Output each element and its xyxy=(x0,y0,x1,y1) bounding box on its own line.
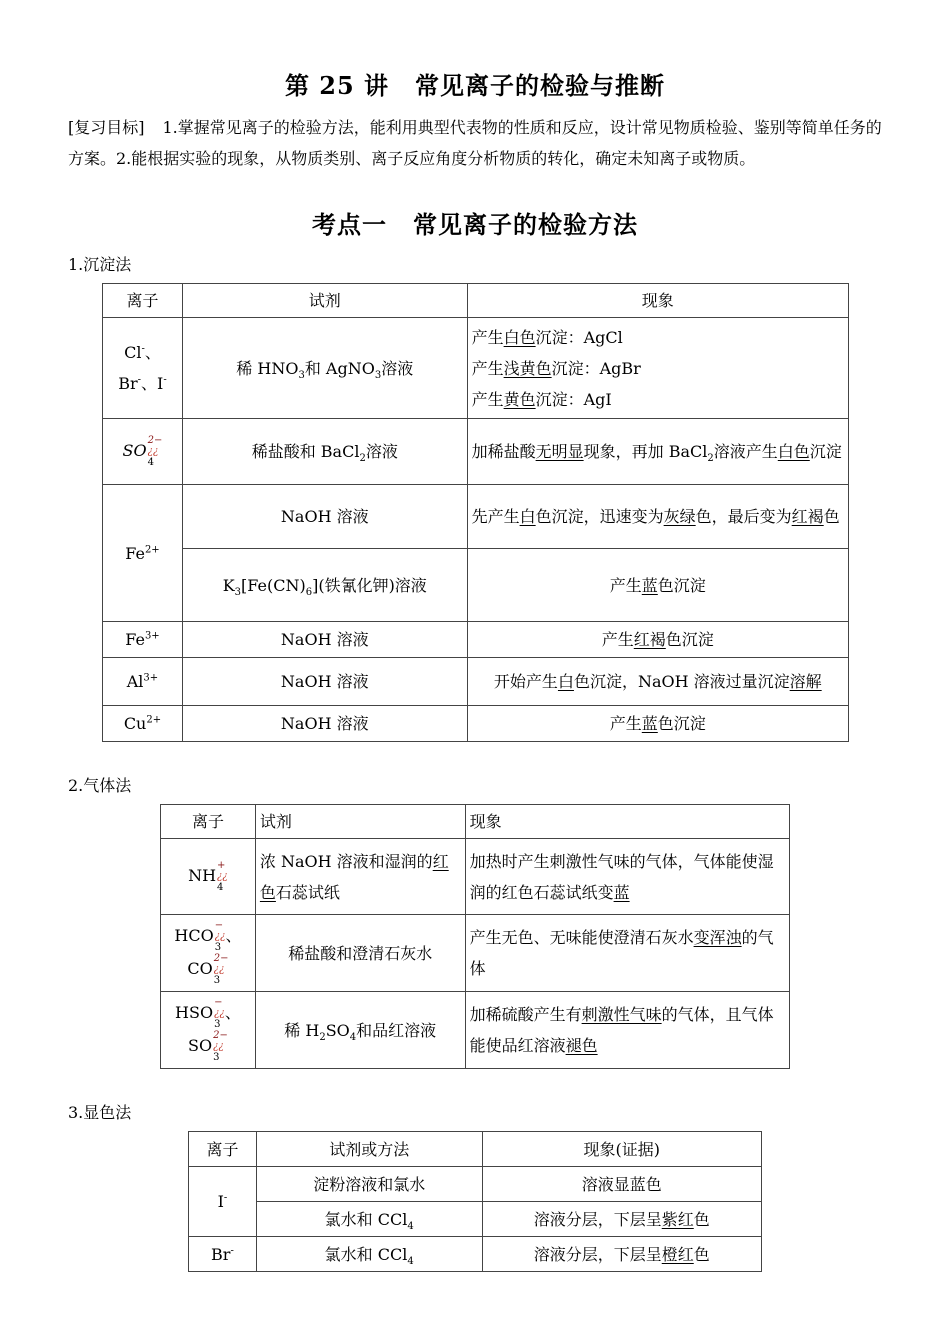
ion-cell: $Cu^{2+}$ xyxy=(103,706,183,742)
goal-text: 1.掌握常见离子的检验方法，能利用典型代表物的性质和反应，设计常见物质检验、鉴别等简单任务的方案。2.能根据实验的现象，从物质类别、离子反应角度分析物质的转化，确定未知离子或物质。 xyxy=(68,118,882,168)
precipitation-table xyxy=(102,283,849,742)
phenomenon-cell: 加热时产生刺激性气味的气体，气体能使湿润的红色石蕊试纸变蓝 xyxy=(465,839,789,915)
gas-table xyxy=(160,804,790,1069)
table-row xyxy=(103,622,849,658)
reagent-cell: NaOH 溶液 xyxy=(182,622,467,658)
goal-tag: [复习目标] xyxy=(68,118,145,137)
phenomenon-cell: 产生白色沉淀：AgCl 产生浅黄色沉淀：AgBr 产生黄色沉淀：AgI xyxy=(467,318,848,419)
reagent-cell: 氯水和 CCl$_4$ xyxy=(256,1237,482,1272)
reagent-cell: NaOH 溶液 xyxy=(182,485,467,549)
table-row xyxy=(103,658,849,706)
table-row xyxy=(161,992,790,1069)
table-row xyxy=(103,485,849,549)
table-row xyxy=(103,318,849,419)
lecture-title: 第 25 讲 常见离子的检验与推断 xyxy=(284,71,666,100)
reagent-cell: 氯水和 CCl$_4$ xyxy=(256,1202,482,1237)
phenomenon-cell: 先产生白色沉淀，迅速变为灰绿色，最后变为红褐色 xyxy=(467,485,848,549)
ion-cell: Cl-、 Br-、I- xyxy=(103,318,183,419)
phenomenon-cell: 加稀盐酸无明显现象，再加 BaCl$_2$溶液产生白色沉淀 xyxy=(467,419,848,485)
table-row xyxy=(103,419,849,485)
reagent-cell: 稀 $HNO_3$和 AgNO$_3$溶液 xyxy=(182,318,467,419)
ion-cell: $Fe^{2+}$ xyxy=(103,485,183,622)
reagent-cell: $K_3[Fe(CN)_6]$(铁氰化钾)溶液 xyxy=(182,549,467,622)
phenomenon-cell: 加稀硫酸产生有刺激性气味的气体，且气体能使品红溶液褪色 xyxy=(465,992,789,1069)
color-table xyxy=(188,1131,762,1272)
heading-gas: 2.气体法 xyxy=(68,776,132,795)
reagent-cell: 稀 $H_2SO_4$和品红溶液 xyxy=(255,992,465,1069)
table-row xyxy=(103,706,849,742)
table-row xyxy=(189,1202,762,1237)
phenomenon-cell: 产生蓝色沉淀 xyxy=(467,549,848,622)
phenomenon-cell: 溶液分层，下层呈橙红色 xyxy=(482,1237,762,1272)
table-header-row: 离子 试剂 现象 xyxy=(103,284,849,318)
reagent-cell: 稀盐酸和 BaCl$_2$溶液 xyxy=(182,419,467,485)
phenomenon-cell: 开始产生白色沉淀，NaOH 溶液过量沉淀溶解 xyxy=(467,658,848,706)
phenomenon-cell: 产生红褐色沉淀 xyxy=(467,622,848,658)
phenomenon-cell: 产生蓝色沉淀 xyxy=(467,706,848,742)
heading-color: 3.显色法 xyxy=(68,1103,132,1122)
ion-cell: $Fe^{3+}$ xyxy=(103,622,183,658)
ion-cell: $Al^{3+}$ xyxy=(103,658,183,706)
phenomenon-cell: 溶液显蓝色 xyxy=(482,1167,762,1202)
ion-cell: I- xyxy=(189,1167,257,1237)
table-header-row: 离子 试剂 现象 xyxy=(161,805,790,839)
reagent-cell: NaOH 溶液 xyxy=(182,658,467,706)
table-row xyxy=(189,1237,762,1272)
ion-cell: HCO − ¿¿ 3 、 CO 2− ¿¿ 3 xyxy=(161,915,256,992)
phenomenon-cell: 溶液分层，下层呈紫红色 xyxy=(482,1202,762,1237)
reagent-cell: 稀盐酸和澄清石灰水 xyxy=(255,915,465,992)
table-row xyxy=(161,915,790,992)
reagent-cell: NaOH 溶液 xyxy=(182,706,467,742)
phenomenon-cell: 产生无色、无味能使澄清石灰水变浑浊的气体 xyxy=(465,915,789,992)
table-header-row: 离子 试剂或方法 现象(证据) xyxy=(189,1132,762,1167)
reagent-cell: 浓 NaOH 溶液和湿润的红色石蕊试纸 xyxy=(255,839,465,915)
ion-cell: Br- xyxy=(189,1237,257,1272)
review-goals xyxy=(68,112,884,174)
ion-cell: HSO − ¿¿ 3 、 SO 2− ¿¿ 3 xyxy=(161,992,256,1069)
reagent-cell: 淀粉溶液和氯水 xyxy=(256,1167,482,1202)
section-title: 考点一 常见离子的检验方法 xyxy=(312,210,638,239)
table-row xyxy=(103,549,849,622)
ion-cell: SO 2− ¿¿ 4 xyxy=(103,419,183,485)
ion-cell: NH + ¿¿ 4 xyxy=(161,839,256,915)
table-row xyxy=(189,1167,762,1202)
heading-precipitation: 1.沉淀法 xyxy=(68,255,132,274)
table-row xyxy=(161,839,790,915)
